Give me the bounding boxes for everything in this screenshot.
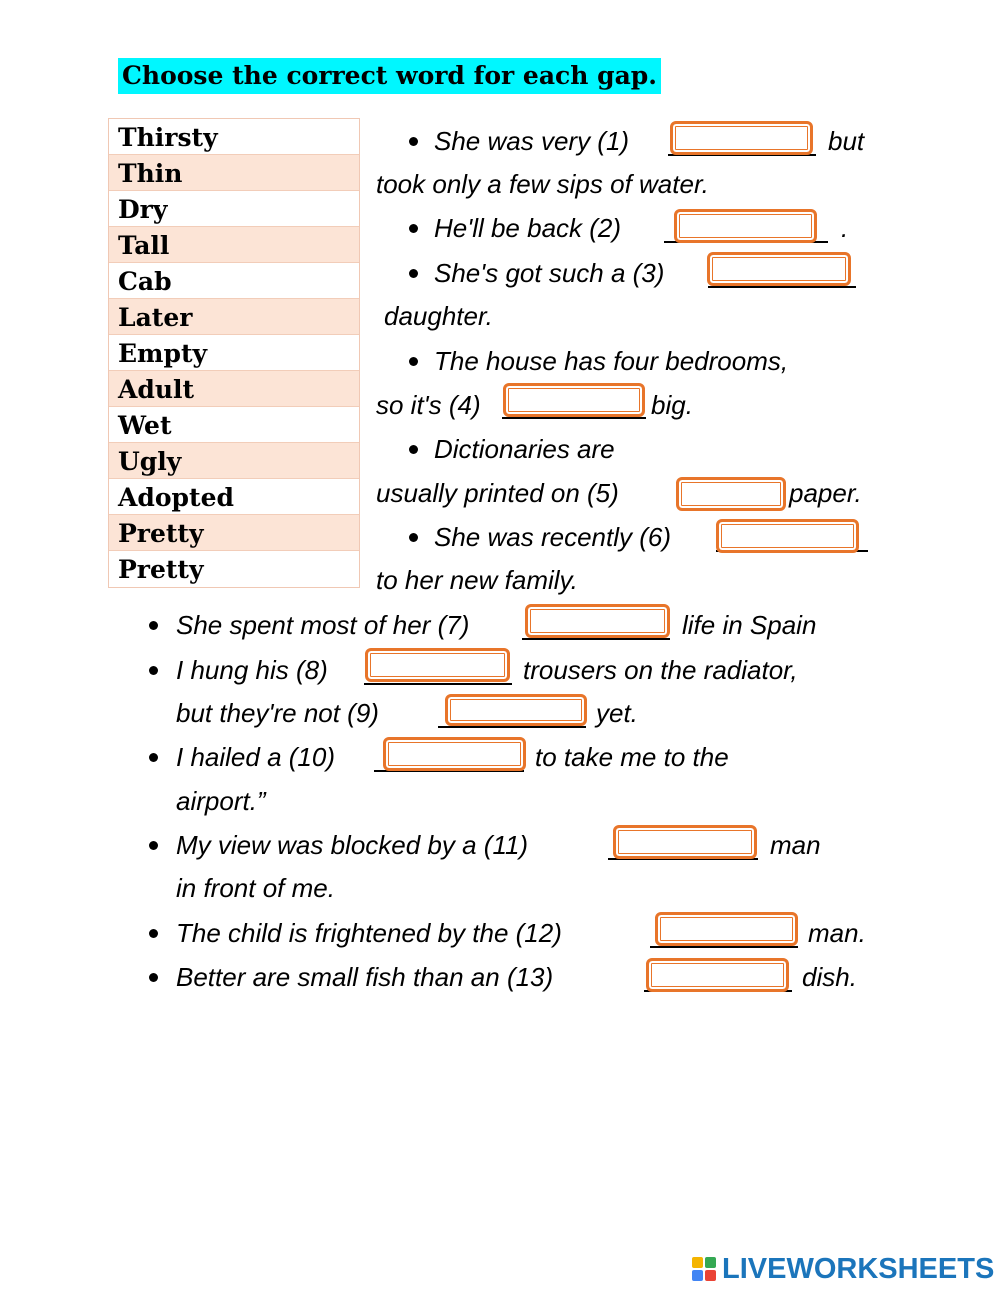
bullet-icon — [149, 621, 158, 630]
bullet-icon — [149, 841, 158, 850]
sentence-text: Dictionaries are — [434, 434, 615, 464]
sentence-text: My view was blocked by a (11) — [176, 830, 529, 860]
word-bank-item: Adult — [109, 371, 359, 407]
bullet-icon — [409, 137, 418, 146]
sentence-text: She spent most of her (7) — [176, 610, 470, 640]
gap-input-8[interactable] — [365, 648, 510, 682]
sentence-text: man — [770, 830, 821, 860]
liveworksheets-logo — [692, 1254, 994, 1284]
word-bank-item: Pretty — [118, 555, 204, 584]
bullet-icon — [149, 666, 158, 675]
gap-input-4[interactable] — [503, 383, 645, 417]
bullet-icon — [149, 753, 158, 762]
gap-input-11[interactable] — [613, 825, 757, 859]
word-bank-item: Dry — [109, 191, 359, 227]
sentence-text: so it's (4) — [376, 390, 481, 420]
word-bank-table — [108, 118, 360, 588]
sentence-text: . — [841, 213, 849, 243]
sentence-text: She was recently (6) — [434, 522, 671, 552]
gap-underline — [364, 683, 512, 685]
sentence-text: in front of me. — [176, 873, 335, 903]
sentence-text: She's got such a (3) — [434, 258, 665, 288]
sentence-text: to take me to the — [535, 742, 729, 772]
sentence-text: She was very (1) — [434, 126, 630, 156]
sentence-text: The house has four bedrooms, — [434, 346, 789, 376]
sentence-text: big. — [651, 390, 693, 420]
word-bank-item: Wet — [109, 407, 359, 443]
gap-underline — [502, 417, 646, 419]
gap-underline — [650, 946, 798, 948]
sentence-text: airport.” — [176, 786, 266, 816]
bullet-icon — [409, 533, 418, 542]
bullet-icon — [149, 973, 158, 982]
bullet-icon — [149, 929, 158, 938]
sentence-text: life in Spain — [682, 610, 817, 640]
gap-input-13[interactable] — [646, 958, 789, 992]
sentence-text: trousers on the radiator, — [523, 655, 798, 685]
word-bank-item: Thirsty — [109, 119, 359, 155]
sentence-text: yet. — [596, 698, 638, 728]
gap-underline — [708, 286, 856, 288]
gap-input-9[interactable] — [445, 694, 587, 726]
word-bank-item: Pretty — [109, 515, 359, 551]
gap-input-1[interactable] — [670, 121, 813, 155]
sentence-text: dish. — [802, 962, 857, 992]
word-bank-item: Later — [109, 299, 359, 335]
gap-input-10[interactable] — [383, 737, 526, 771]
logo-grid-icon — [692, 1256, 718, 1282]
word-bank-item: Adopted — [109, 479, 359, 515]
sentence-text: daughter. — [384, 301, 493, 331]
bullet-icon — [409, 269, 418, 278]
gap-input-7[interactable] — [525, 604, 670, 638]
gap-input-2[interactable] — [674, 209, 817, 243]
sentence-text: usually printed on (5) — [376, 478, 619, 508]
sentence-text: He'll be back (2) — [434, 213, 622, 243]
gap-input-5[interactable] — [676, 477, 786, 511]
sentence-text: but — [828, 126, 865, 156]
gap-underline — [438, 726, 586, 728]
sentence-text: Better are small fish than an (13) — [176, 962, 554, 992]
sentence-text: paper. — [789, 478, 862, 508]
sentence-text: I hung his (8) — [176, 655, 328, 685]
sentence-text: took only a few sips of water. — [376, 169, 709, 199]
word-bank-item: Ugly — [109, 443, 359, 479]
word-bank-item: Tall — [109, 227, 359, 263]
sentence-text: to her new family. — [376, 565, 578, 595]
sentence-text: I hailed a (10) — [176, 742, 335, 772]
word-bank-item: Cab — [109, 263, 359, 299]
gap-input-3[interactable] — [707, 252, 851, 286]
instruction-title: Choose the correct word for each gap. — [118, 58, 661, 94]
gap-input-6[interactable] — [716, 519, 859, 553]
word-bank-item: Empty — [109, 335, 359, 371]
sentence-text: man. — [808, 918, 866, 948]
gap-input-12[interactable] — [655, 912, 798, 946]
bullet-icon — [409, 224, 418, 233]
sentence-text: The child is frightened by the (12) — [176, 918, 562, 948]
bullet-icon — [409, 445, 418, 454]
gap-underline — [522, 638, 670, 640]
sentence-text: but they're not (9) — [176, 698, 379, 728]
word-bank-item: Thin — [109, 155, 359, 191]
bullet-icon — [409, 357, 418, 366]
logo-text: LIVEWORKSHEETS — [722, 1252, 995, 1285]
